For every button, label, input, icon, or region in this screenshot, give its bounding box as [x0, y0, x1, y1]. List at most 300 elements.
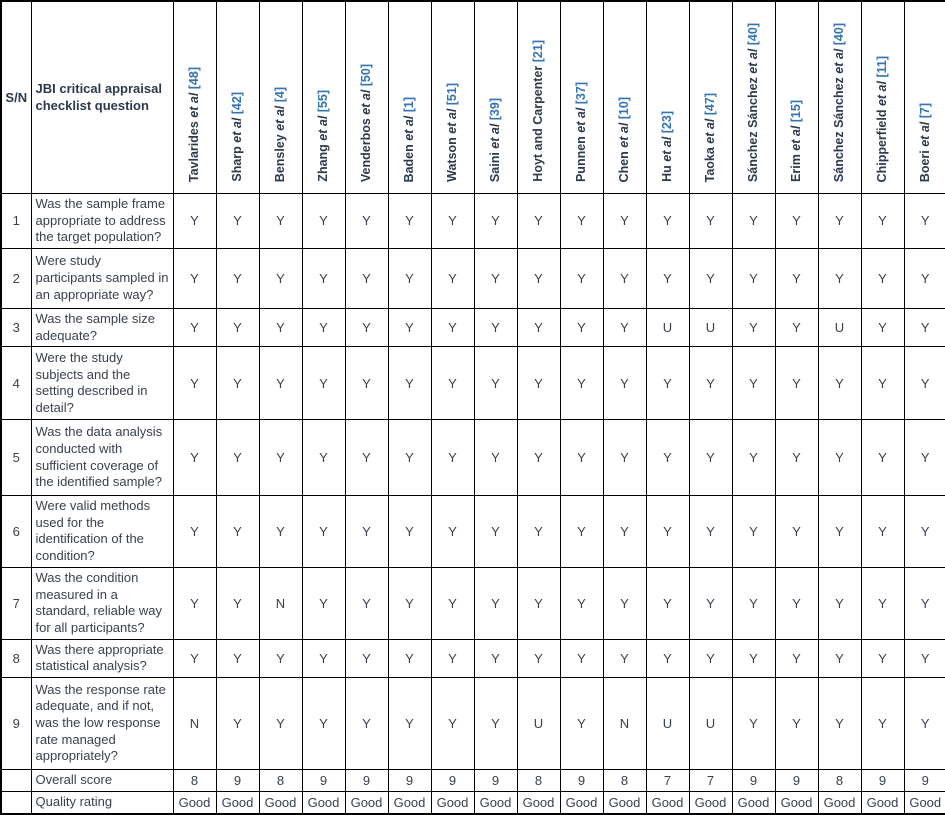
value-cell: Y — [302, 496, 345, 568]
study-label — [489, 98, 502, 182]
summary-value-cell: Good — [302, 791, 345, 814]
value-cell: Y — [818, 420, 861, 496]
value-cell: Y — [603, 420, 646, 496]
study-etal: et al — [918, 121, 932, 147]
study-label — [575, 82, 588, 182]
value-cell: N — [603, 677, 646, 769]
study-header — [431, 1, 474, 194]
value-cell: Y — [732, 639, 775, 677]
sn-cell: 6 — [1, 496, 31, 568]
study-label — [876, 56, 889, 182]
value-cell: Y — [689, 248, 732, 308]
value-cell: Y — [732, 420, 775, 496]
value-cell: Y — [302, 248, 345, 308]
question-cell: Were the study subjects and the setting described in detail? — [31, 347, 173, 420]
value-cell: Y — [861, 248, 904, 308]
study-label — [360, 64, 373, 182]
study-citation: [50] — [359, 63, 374, 90]
study-author: Chipperfield — [875, 105, 890, 182]
study-etal: et al — [617, 122, 632, 148]
value-cell: Y — [388, 496, 431, 568]
summary-value-cell: 9 — [775, 769, 818, 791]
value-cell: Y — [646, 567, 689, 639]
summary-value-cell: 9 — [345, 769, 388, 791]
question-row — [1, 420, 945, 496]
value-cell: Y — [345, 567, 388, 639]
value-cell: Y — [173, 347, 216, 420]
value-cell: Y — [474, 308, 517, 346]
summary-value-cell: 9 — [732, 769, 775, 791]
value-cell: Y — [474, 248, 517, 308]
study-etal: et al — [789, 125, 804, 151]
summary-value-cell: 9 — [474, 769, 517, 791]
value-cell: Y — [689, 194, 732, 249]
value-cell: Y — [861, 567, 904, 639]
summary-value-cell: Good — [861, 791, 904, 814]
value-cell: Y — [775, 677, 818, 769]
value-cell: Y — [904, 677, 945, 769]
value-cell: Y — [431, 496, 474, 568]
study-header — [517, 1, 560, 194]
question-row — [1, 194, 945, 249]
study-citation: [21] — [531, 40, 546, 66]
value-cell: Y — [904, 567, 945, 639]
study-header — [818, 1, 861, 194]
study-etal: et al — [875, 80, 890, 106]
value-cell: Y — [646, 248, 689, 308]
value-cell: Y — [345, 496, 388, 568]
value-cell: Y — [259, 496, 302, 568]
sn-cell: 8 — [1, 639, 31, 677]
study-author: Baden — [402, 140, 417, 182]
question-row — [1, 347, 945, 420]
value-cell: Y — [216, 420, 259, 496]
value-cell: Y — [431, 567, 474, 639]
value-cell: Y — [388, 420, 431, 496]
study-header — [216, 1, 259, 194]
study-etal: et al — [703, 118, 718, 144]
value-cell: Y — [302, 677, 345, 769]
value-cell: Y — [388, 194, 431, 249]
value-cell: Y — [345, 308, 388, 346]
study-etal: et al — [660, 136, 675, 162]
value-cell: Y — [818, 347, 861, 420]
study-author: Bensley — [273, 130, 288, 182]
value-cell: Y — [818, 496, 861, 568]
study-header — [904, 1, 945, 194]
study-author: Sánchez Sánchez — [746, 73, 761, 182]
study-citation: [55] — [316, 90, 331, 117]
study-etal: et al — [574, 107, 589, 133]
value-cell: Y — [689, 639, 732, 677]
study-author: Zhang — [316, 141, 331, 182]
summary-value-cell: Good — [173, 791, 216, 814]
value-cell: Y — [431, 420, 474, 496]
value-cell: Y — [904, 248, 945, 308]
value-cell: Y — [216, 308, 259, 346]
study-header — [861, 1, 904, 194]
value-cell: U — [646, 677, 689, 769]
study-header — [732, 1, 775, 194]
summary-value-cell: 7 — [646, 769, 689, 791]
value-cell: Y — [517, 194, 560, 249]
study-etal: et al — [316, 116, 331, 142]
value-cell: Y — [861, 496, 904, 568]
question-row — [1, 639, 945, 677]
value-cell: Y — [474, 567, 517, 639]
study-author: Punnen — [574, 132, 589, 182]
summary-value-cell: 9 — [388, 769, 431, 791]
study-citation: [15] — [789, 100, 804, 126]
value-cell: Y — [173, 308, 216, 346]
study-label — [618, 97, 631, 182]
value-cell: Y — [560, 677, 603, 769]
value-cell: Y — [302, 194, 345, 249]
study-header — [775, 1, 818, 194]
value-cell: Y — [388, 308, 431, 346]
value-cell: Y — [431, 639, 474, 677]
value-cell: Y — [732, 194, 775, 249]
value-cell: Y — [775, 347, 818, 420]
value-cell: Y — [517, 567, 560, 639]
question-row — [1, 677, 945, 769]
value-cell: Y — [431, 677, 474, 769]
summary-value-cell: Good — [689, 791, 732, 814]
question-cell: Were study participants sampled in an appropriate way? — [31, 248, 173, 308]
value-cell: U — [517, 677, 560, 769]
value-cell: Y — [474, 677, 517, 769]
summary-value-cell: Good — [431, 791, 474, 814]
value-cell: Y — [646, 194, 689, 249]
value-cell: Y — [904, 639, 945, 677]
summary-value-cell: Good — [603, 791, 646, 814]
value-cell: Y — [818, 639, 861, 677]
value-cell: Y — [517, 308, 560, 346]
study-label — [231, 92, 244, 182]
summary-value-cell: 9 — [560, 769, 603, 791]
study-citation: [1] — [402, 96, 417, 116]
question-cell: Was the data analysis conducted with sufficient coverage of the identified sample? — [31, 420, 173, 496]
value-cell: Y — [474, 194, 517, 249]
study-label — [833, 23, 846, 182]
value-cell: Y — [818, 567, 861, 639]
study-header — [603, 1, 646, 194]
value-cell: Y — [560, 639, 603, 677]
study-etal: et al — [359, 89, 374, 115]
value-cell: Y — [474, 639, 517, 677]
value-cell: Y — [259, 248, 302, 308]
value-cell: N — [173, 677, 216, 769]
value-cell: Y — [818, 677, 861, 769]
study-author: Sharp — [230, 143, 245, 182]
study-header — [259, 1, 302, 194]
study-author: Hu — [660, 161, 675, 182]
study-citation: [37] — [574, 81, 589, 108]
value-cell: Y — [775, 567, 818, 639]
study-author: Sánchez Sánchez — [832, 73, 847, 182]
value-cell: Y — [560, 194, 603, 249]
sn-cell: 5 — [1, 420, 31, 496]
value-cell: Y — [474, 420, 517, 496]
value-cell: Y — [259, 347, 302, 420]
summary-value-cell: 8 — [818, 769, 861, 791]
value-cell: Y — [216, 194, 259, 249]
question-row — [1, 496, 945, 568]
question-cell: Was the sample size adequate? — [31, 308, 173, 346]
value-cell: Y — [732, 347, 775, 420]
value-cell: Y — [904, 496, 945, 568]
summary-value-cell: 7 — [689, 769, 732, 791]
value-cell: Y — [775, 308, 818, 346]
summary-value-cell: Good — [775, 791, 818, 814]
value-cell: Y — [646, 496, 689, 568]
value-cell: Y — [603, 347, 646, 420]
value-cell: Y — [603, 194, 646, 249]
sn-cell: 4 — [1, 347, 31, 420]
summary-value-cell: 9 — [302, 769, 345, 791]
summary-value-cell: 9 — [216, 769, 259, 791]
summary-value-cell: Good — [732, 791, 775, 814]
value-cell: Y — [732, 496, 775, 568]
study-citation: [7] — [918, 102, 932, 122]
summary-value-cell: Good — [646, 791, 689, 814]
value-cell: Y — [603, 496, 646, 568]
value-cell: Y — [388, 677, 431, 769]
sn-cell: 1 — [1, 194, 31, 249]
summary-value-cell: Good — [560, 791, 603, 814]
value-cell: Y — [517, 639, 560, 677]
value-cell: Y — [560, 420, 603, 496]
value-cell: Y — [259, 639, 302, 677]
value-cell: N — [259, 567, 302, 639]
value-cell: Y — [517, 496, 560, 568]
summary-value-cell: 8 — [517, 769, 560, 791]
study-citation: [51] — [445, 83, 460, 109]
value-cell: Y — [302, 567, 345, 639]
value-cell: U — [646, 308, 689, 346]
study-etal: et al — [832, 48, 847, 74]
value-cell: Y — [861, 347, 904, 420]
summary-value-cell: Good — [517, 791, 560, 814]
study-citation: [48] — [187, 66, 202, 93]
summary-value-cell: 8 — [259, 769, 302, 791]
value-cell: Y — [689, 567, 732, 639]
value-cell: Y — [345, 248, 388, 308]
study-etal: et al — [187, 92, 202, 118]
value-cell: Y — [173, 194, 216, 249]
summary-value-cell: Good — [474, 791, 517, 814]
value-cell: Y — [345, 420, 388, 496]
question-cell: Was the response rate adequate, and if not, was the low response rate managed appropriately? — [31, 677, 173, 769]
study-author: Chen — [617, 147, 632, 182]
value-cell: Y — [732, 248, 775, 308]
study-citation: [47] — [703, 92, 718, 119]
value-cell: Y — [861, 677, 904, 769]
value-cell: Y — [474, 496, 517, 568]
summary-label-cell: Overall score — [31, 769, 173, 791]
value-cell: Y — [603, 639, 646, 677]
value-cell: Y — [302, 639, 345, 677]
value-cell: Y — [474, 347, 517, 420]
question-header: JBI critical appraisal checklist question — [31, 1, 173, 194]
summary-value-cell: 8 — [603, 769, 646, 791]
study-author: Taoka — [703, 143, 718, 182]
value-cell: Y — [517, 347, 560, 420]
value-cell: Y — [173, 496, 216, 568]
summary-value-cell: Good — [345, 791, 388, 814]
value-cell: Y — [173, 639, 216, 677]
study-etal: et al — [402, 115, 417, 141]
value-cell: Y — [861, 308, 904, 346]
summary-value-cell: Good — [818, 791, 861, 814]
value-cell: Y — [818, 194, 861, 249]
question-cell: Was the sample frame appropriate to address the target population? — [31, 194, 173, 249]
summary-value-cell: Good — [388, 791, 431, 814]
study-author: Saini — [488, 148, 503, 182]
study-label — [790, 100, 803, 182]
summary-value-cell: 9 — [431, 769, 474, 791]
value-cell: Y — [345, 677, 388, 769]
study-label — [188, 67, 201, 182]
value-cell: Y — [603, 308, 646, 346]
study-author: Boeri — [918, 146, 932, 182]
study-label — [747, 23, 760, 182]
study-citation: [11] — [875, 55, 890, 81]
value-cell: Y — [388, 567, 431, 639]
value-cell: Y — [904, 194, 945, 249]
study-header — [474, 1, 517, 194]
question-cell: Was there appropriate statistical analysis? — [31, 639, 173, 677]
value-cell: Y — [603, 248, 646, 308]
summary-value-cell: 8 — [173, 769, 216, 791]
study-header — [689, 1, 732, 194]
sn-cell: 9 — [1, 677, 31, 769]
study-author: Watson — [445, 133, 460, 182]
value-cell: Y — [259, 194, 302, 249]
value-cell: Y — [431, 194, 474, 249]
summary-value-cell: 9 — [904, 769, 945, 791]
study-header — [302, 1, 345, 194]
study-label — [403, 97, 416, 182]
value-cell: Y — [302, 308, 345, 346]
value-cell: Y — [904, 347, 945, 420]
value-cell: Y — [818, 248, 861, 308]
value-cell: Y — [732, 567, 775, 639]
value-cell: Y — [603, 567, 646, 639]
table-body — [1, 194, 945, 815]
value-cell: Y — [431, 248, 474, 308]
value-cell: Y — [259, 420, 302, 496]
value-cell: Y — [732, 677, 775, 769]
value-cell: Y — [861, 420, 904, 496]
value-cell: Y — [216, 677, 259, 769]
value-cell: Y — [775, 194, 818, 249]
study-citation: [10] — [617, 96, 632, 123]
value-cell: Y — [560, 496, 603, 568]
value-cell: Y — [689, 496, 732, 568]
sn-cell: 7 — [1, 567, 31, 639]
value-cell: Y — [173, 420, 216, 496]
study-header — [560, 1, 603, 194]
study-citation: [40] — [746, 22, 761, 49]
sn-cell: 3 — [1, 308, 31, 346]
value-cell: Y — [560, 308, 603, 346]
value-cell: Y — [388, 347, 431, 420]
study-author: Erim — [789, 150, 804, 182]
question-row — [1, 567, 945, 639]
value-cell: U — [689, 677, 732, 769]
study-author: Venderbos — [359, 114, 374, 182]
value-cell: Y — [904, 420, 945, 496]
question-row — [1, 248, 945, 308]
value-cell: Y — [259, 308, 302, 346]
value-cell: Y — [216, 567, 259, 639]
value-cell: Y — [689, 420, 732, 496]
study-label — [274, 87, 287, 182]
value-cell: U — [689, 308, 732, 346]
value-cell: Y — [173, 248, 216, 308]
sn-cell-empty — [1, 769, 31, 791]
header-row — [1, 1, 945, 194]
value-cell: Y — [216, 347, 259, 420]
study-header — [388, 1, 431, 194]
value-cell: Y — [560, 567, 603, 639]
value-cell: Y — [646, 420, 689, 496]
value-cell: Y — [560, 347, 603, 420]
study-etal: et al — [445, 108, 460, 134]
sn-cell: 2 — [1, 248, 31, 308]
study-header — [345, 1, 388, 194]
summary-value-cell: Good — [259, 791, 302, 814]
study-citation: [42] — [230, 92, 245, 119]
summary-row — [1, 791, 945, 814]
value-cell: Y — [173, 567, 216, 639]
value-cell: Y — [775, 496, 818, 568]
sn-header: S/N — [1, 1, 31, 194]
question-cell: Were valid methods used for the identification of the condition? — [31, 496, 173, 568]
study-citation: [4] — [273, 86, 288, 106]
value-cell: Y — [302, 347, 345, 420]
study-label — [446, 83, 459, 182]
value-cell: Y — [775, 639, 818, 677]
value-cell: Y — [388, 248, 431, 308]
value-cell: Y — [689, 347, 732, 420]
study-header — [173, 1, 216, 194]
value-cell: Y — [388, 639, 431, 677]
value-cell: Y — [431, 347, 474, 420]
value-cell: Y — [302, 420, 345, 496]
study-citation: [39] — [488, 97, 503, 124]
study-label — [317, 90, 330, 182]
summary-value-cell: 9 — [861, 769, 904, 791]
value-cell: Y — [560, 248, 603, 308]
question-cell: Was the condition measured in a standard, reliable way for all participants? — [31, 567, 173, 639]
study-label — [919, 103, 932, 182]
summary-row — [1, 769, 945, 791]
study-etal: et al — [273, 105, 288, 131]
study-etal: et al — [746, 48, 761, 74]
value-cell: Y — [861, 194, 904, 249]
summary-value-cell: Good — [216, 791, 259, 814]
study-header — [646, 1, 689, 194]
study-etal: et al — [230, 118, 245, 144]
value-cell: Y — [345, 639, 388, 677]
value-cell: Y — [646, 347, 689, 420]
sn-cell-empty — [1, 791, 31, 814]
study-label — [532, 40, 545, 182]
study-citation: [23] — [660, 111, 675, 137]
value-cell: Y — [216, 496, 259, 568]
